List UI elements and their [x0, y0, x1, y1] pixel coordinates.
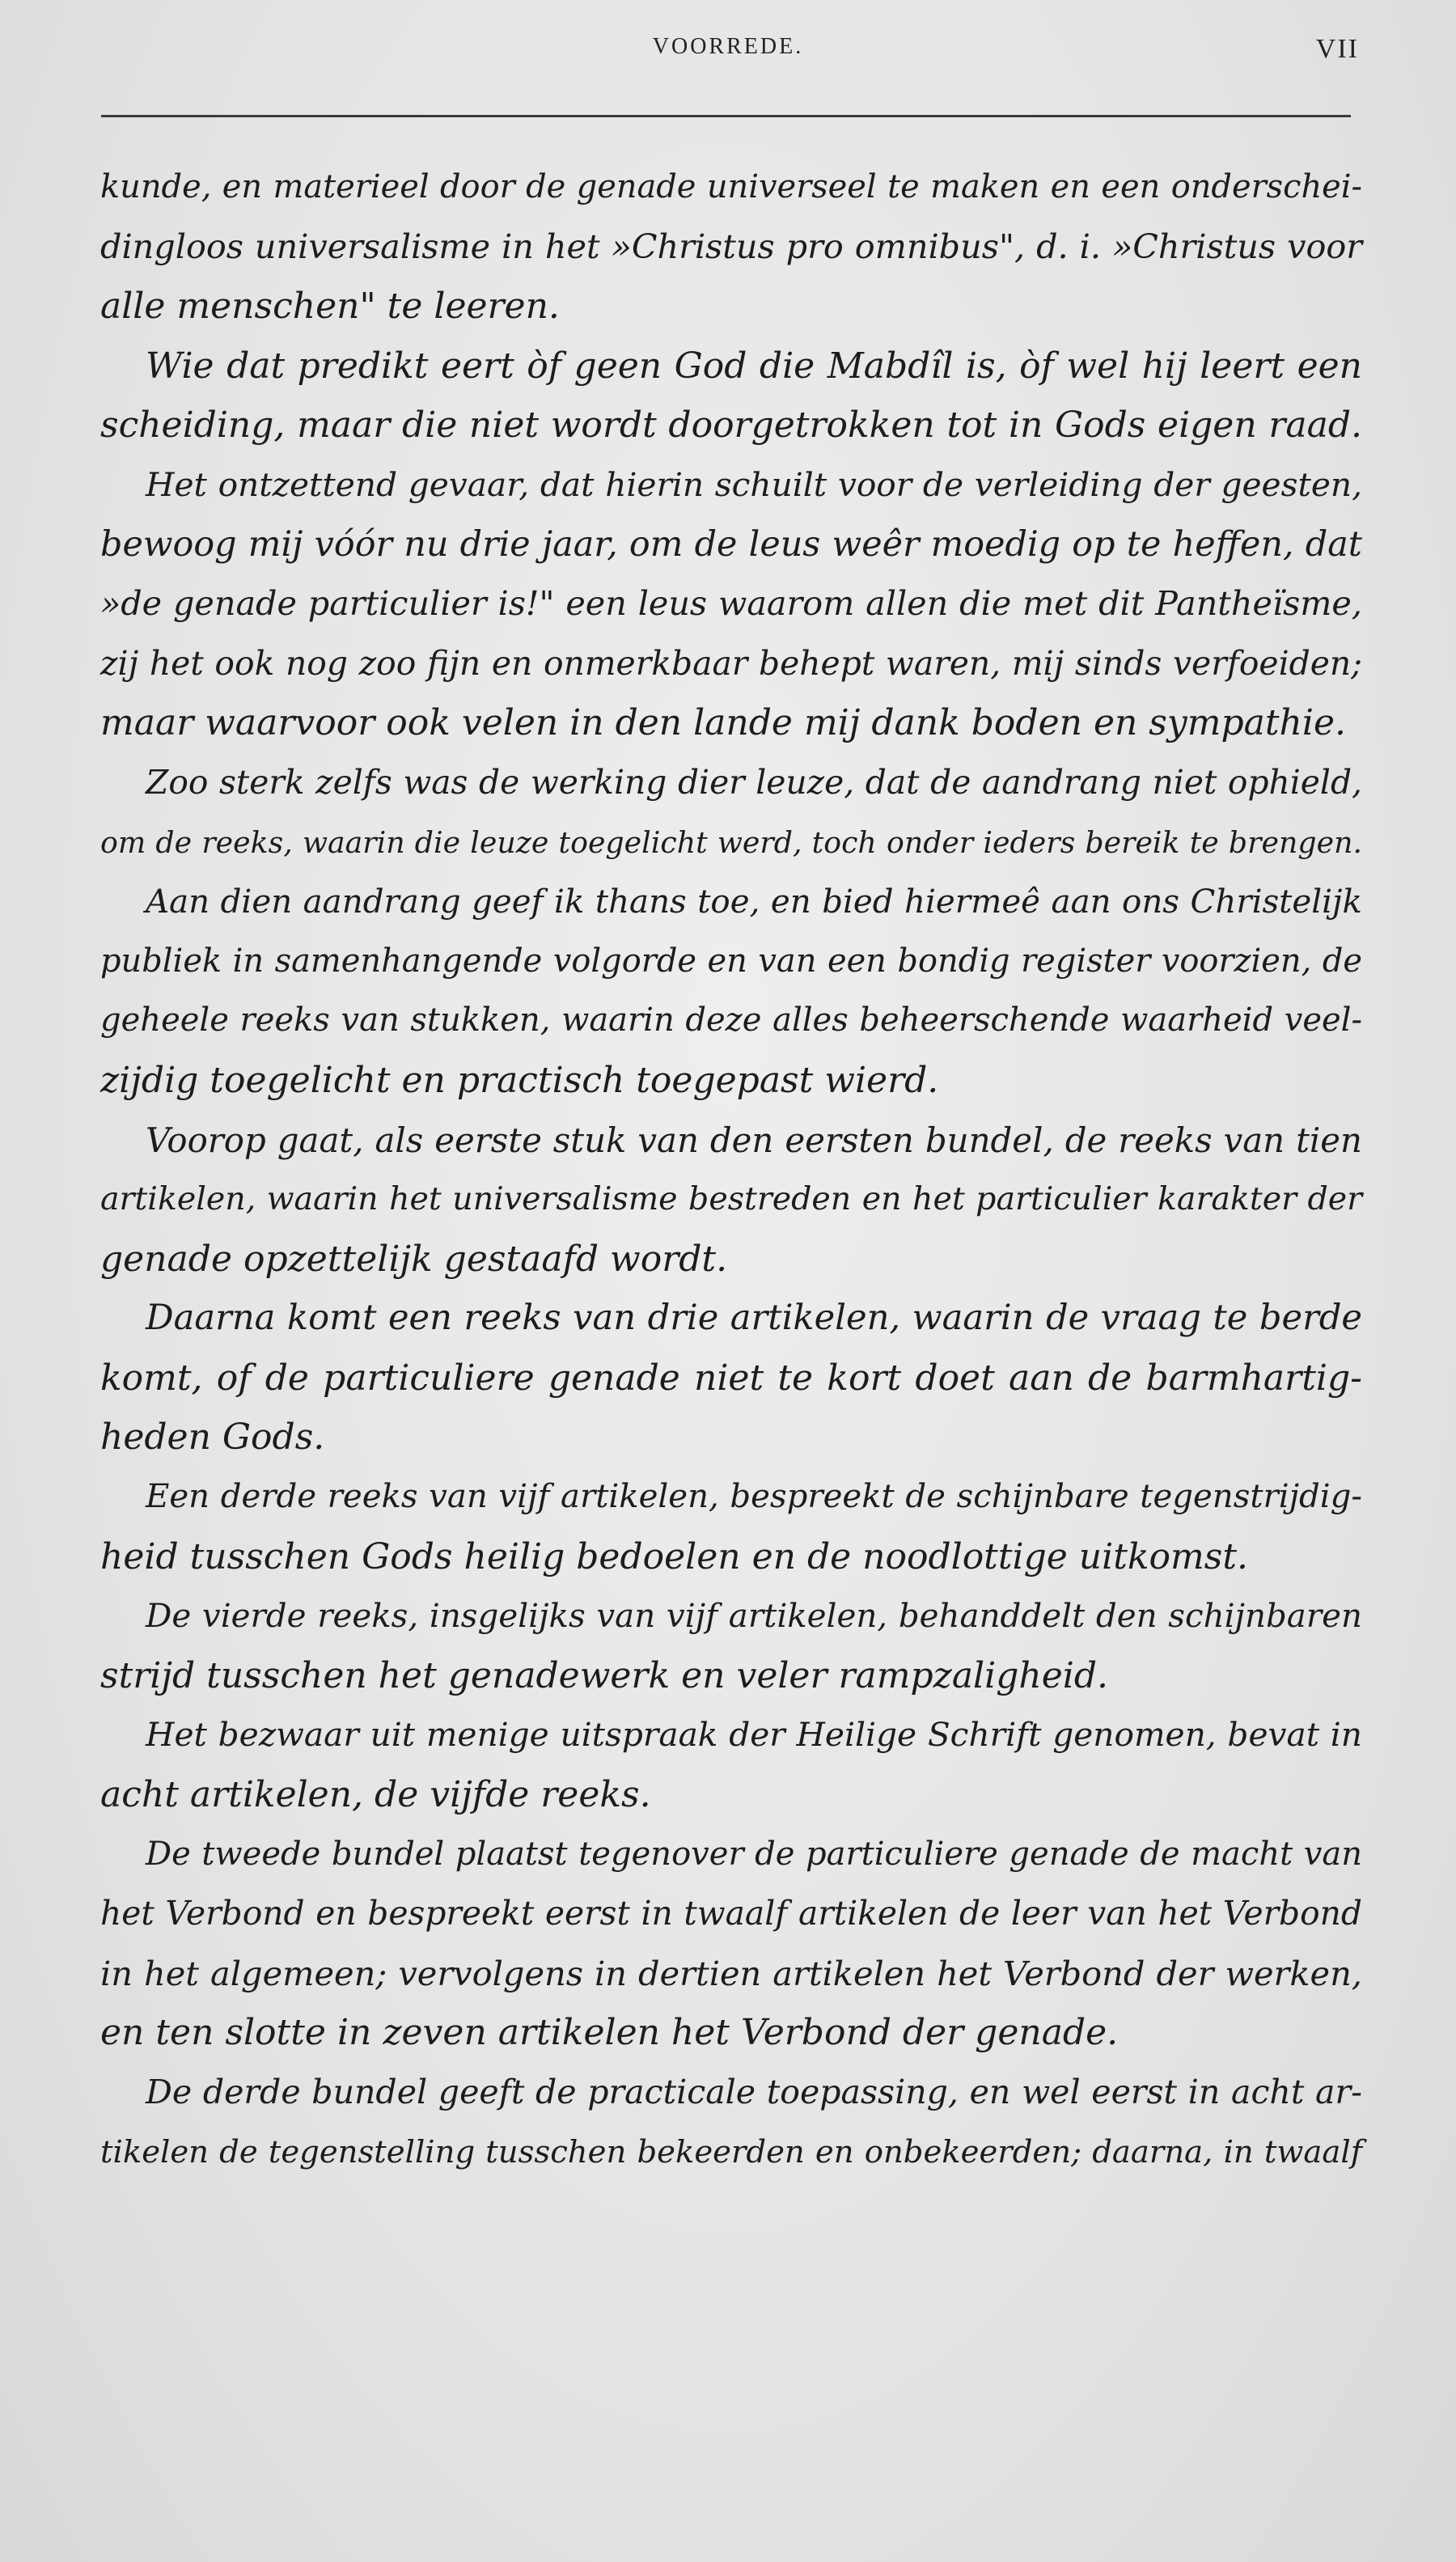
text-line: om de reeks, waarin die leuze toegelicht werd, toch onder ieders bereik te brengen.	[100, 824, 1362, 860]
text-line: De vierde reeks, insgelijks van vijf artikelen, behanddelt den schijnbaren	[146, 1597, 1362, 1636]
body-text	[100, 158, 1362, 2182]
text-line: »de genade particulier is!" een leus waarom allen die met dit Pantheïsme,	[100, 584, 1362, 624]
text-line: strijd tusschen het genadewerk en veler rampzaligheid.	[100, 1654, 1108, 1696]
text-line: Het bezwaar uit menige uitspraak der Heilige Schrift genomen, bevat in	[146, 1715, 1362, 1755]
header-rule	[101, 115, 1351, 117]
text-line: Daarna komt een reeks van drie artikelen, waarin de vraag te berde	[146, 1298, 1362, 1339]
text-line: artikelen, waarin het universalisme bestreden en het particulier karakter der	[100, 1180, 1362, 1218]
text-line: De derde bundel geeft de practicale toepassing, en wel eerst in acht ar-	[146, 2073, 1362, 2111]
text-line: Wie dat predikt eert òf geen God die Mabdîl is, òf wel hij leert een	[146, 345, 1362, 387]
text-line: bewoog mij vóór nu drie jaar, om de leus weêr moedig op te heffen, dat	[100, 523, 1362, 565]
text-line: tikelen de tegenstelling tusschen bekeerden en onbekeerden; daarna, in twaalf	[100, 2133, 1362, 2170]
text-line: acht artikelen, de vijfde reeks.	[100, 1774, 651, 1816]
text-line: in het algemeen; vervolgens in dertien artikelen het Verbond der werken,	[100, 1953, 1362, 1993]
text-line: scheiding, maar die niet wordt doorgetrokken tot in Gods eigen raad.	[100, 404, 1362, 447]
text-line: kunde, en materieel door de genade universeel te maken en een onderschei-	[100, 168, 1362, 205]
text-line: maar waarvoor ook velen in den lande mij dank boden en sympathie.	[100, 702, 1346, 744]
text-line: Voorop gaat, als eerste stuk van den eersten bundel, de reeks van tien	[146, 1120, 1362, 1160]
text-line: het Verbond en bespreekt eerst in twaalf artikelen de leer van het Verbond	[100, 1894, 1362, 1933]
text-line: De tweede bundel plaatst tegenover de particuliere genade de macht van	[146, 1835, 1362, 1873]
text-line: dingloos universalisme in het »Christus pro omnibus", d. i. »Christus voor	[100, 227, 1362, 266]
text-line: geheele reeks van stukken, waarin deze alles beheerschende waarheid veel-	[100, 1002, 1362, 1040]
text-line: komt, of de particuliere genade niet te kort doet aan de barmhartig-	[100, 1357, 1362, 1399]
text-line: genade opzettelijk gestaafd wordt.	[100, 1238, 728, 1280]
text-line: alle menschen" te leeren.	[100, 286, 560, 328]
running-title: VOORREDE.	[652, 34, 804, 59]
text-line: en ten slotte in zeven artikelen het Verbond der genade.	[100, 2012, 1119, 2054]
text-line: zijdig toegelicht en practisch toegepast wierd.	[100, 1059, 939, 1101]
running-head	[97, 34, 1359, 66]
text-line: Het ontzettend gevaar, dat hierin schuilt voor de verleiding der geesten,	[146, 464, 1362, 504]
text-line: heden Gods.	[100, 1417, 325, 1459]
text-line: Aan dien aandrang geef ik thans toe, en bied hiermeê aan ons Christelijk	[146, 883, 1362, 921]
text-line: heid tusschen Gods heilig bedoelen en de noodlottige uitkomst.	[100, 1535, 1249, 1577]
text-line: zij het ook nog zoo fijn en onmerkbaar behept waren, mij sinds verfoeiden;	[100, 643, 1362, 683]
text-line: Een derde reeks van vijf artikelen, bespreekt de schijnbare tegenstrijdig-	[146, 1478, 1362, 1516]
text-line: Zoo sterk zelfs was de werking dier leuze, dat de aandrang niet ophield,	[146, 762, 1362, 802]
page-number: VII	[1315, 34, 1359, 64]
text-line: publiek in samenhangende volgorde en van een bondig register voorzien, de	[100, 942, 1362, 980]
